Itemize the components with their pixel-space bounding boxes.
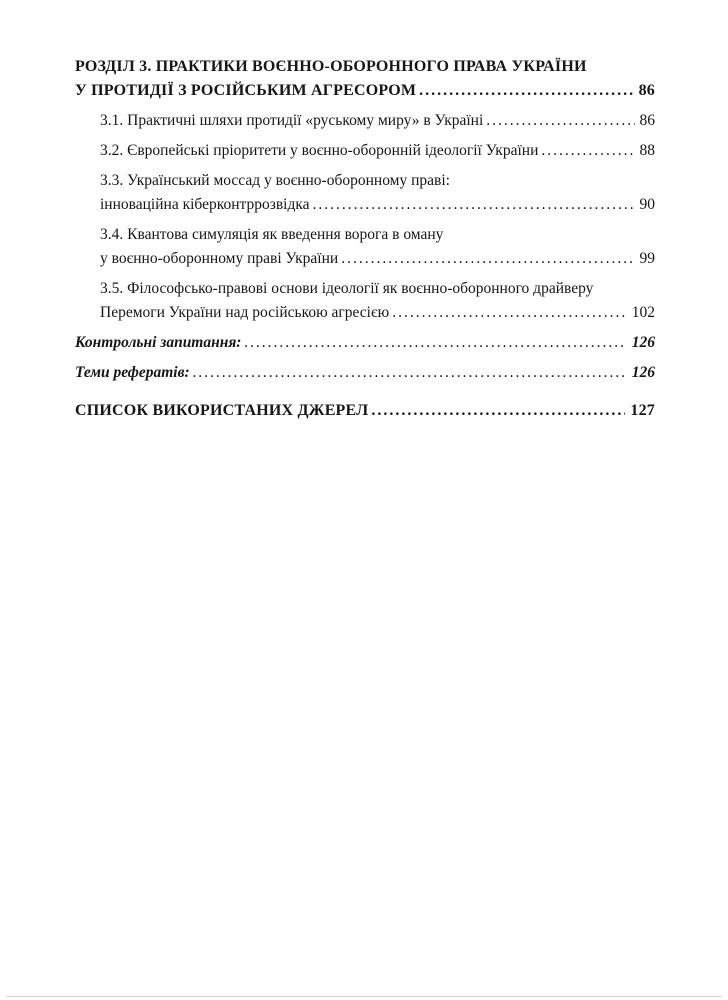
dot-leader [486, 109, 634, 133]
toc-entry-3-4 [75, 223, 655, 271]
toc-entry-label: інноваційна кіберконтррозвідка [100, 196, 310, 213]
toc-entry-label: СПИСОК ВИКОРИСТАНИХ ДЖЕРЕЛ [75, 402, 369, 419]
toc-entry-essay-topics [75, 361, 655, 385]
toc-entry-chapter3 [75, 55, 655, 103]
chapter3-title-line2: У ПРОТИДІЇ З РОСІЙСЬКИМ АГРЕСОРОМ [75, 82, 417, 99]
dot-leader [419, 79, 633, 103]
page-number: 99 [639, 250, 655, 267]
toc-entry-references [75, 399, 655, 423]
page-number: 88 [639, 142, 655, 159]
toc-entry-3-3 [75, 169, 655, 217]
toc-entry-label: Теми рефератів: [75, 364, 190, 381]
page-number: 102 [631, 304, 655, 321]
toc-entry-label: у воєнно-оборонному праві України [100, 250, 339, 267]
toc-entry-label: 3.1. Практичні шляхи протидії «руському миру» в Україні [100, 112, 484, 129]
toc-entry-label: Перемоги України над російською агресією [100, 304, 390, 321]
page-number: 86 [638, 82, 655, 99]
dot-leader [244, 331, 626, 355]
page-number: 126 [631, 334, 655, 351]
dot-leader [313, 193, 635, 217]
toc-entry-3-1 [75, 109, 655, 133]
toc-entry-label-line1: 3.5. Філософсько-правові основи ідеології як воєнно-оборонного драйверу [100, 280, 594, 297]
page-number: 86 [639, 112, 655, 129]
toc-entry-3-2 [75, 139, 655, 163]
page-number: 127 [630, 402, 655, 419]
toc-entry-label-line1: 3.4. Квантова симуляція як введення ворога в оману [100, 226, 444, 243]
page-number: 126 [631, 364, 655, 381]
page-number: 90 [639, 196, 655, 213]
dot-leader [193, 361, 627, 385]
toc-entry-control-questions [75, 331, 655, 355]
toc-entry-label-line1: 3.3. Український моссад у воєнно-оборонному праві: [100, 172, 450, 189]
dot-leader [371, 399, 625, 423]
toc-entry-label: Контрольні запитання: [75, 334, 242, 351]
dot-leader [341, 247, 634, 271]
dot-leader [541, 139, 634, 163]
page-bottom-edge [6, 996, 722, 997]
chapter3-title-line1: РОЗДІЛ 3. ПРАКТИКИ ВОЄННО-ОБОРОННОГО ПРАВА УКРАЇНИ [75, 58, 587, 75]
dot-leader [392, 301, 627, 325]
toc-entry-3-5 [75, 277, 655, 325]
toc-entry-label: 3.2. Європейські пріоритети у воєнно-оборонній ідеології України [100, 142, 539, 159]
